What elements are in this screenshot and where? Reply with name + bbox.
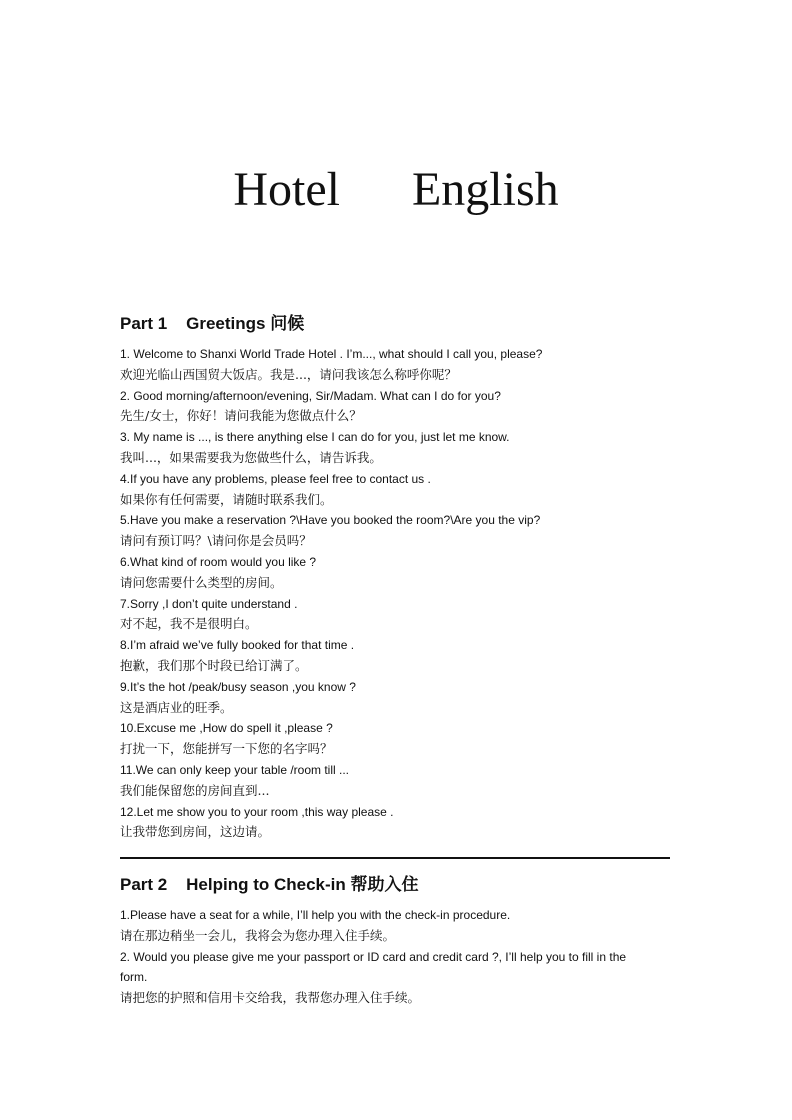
phrase-en: 5.Have you make a reservation ?\Have you booked the room?\Are you the vip?: [120, 513, 541, 528]
phrase-en: 1.Please have a seat for a while, I’ll help you with the check-in procedure.: [120, 908, 511, 922]
phrase-zh: 我叫...，如果需要我为您做些什么，请告诉我。: [120, 449, 382, 465]
phrase-zh: 对不起，我不是很明白。: [120, 616, 258, 632]
section-part-2: [120, 874, 680, 1009]
phrase-en: 10.Excuse me ,How do spell it ,please ?: [120, 721, 333, 736]
section-divider: [120, 857, 670, 859]
phrase-en: 8.I’m afraid we’ve fully booked for that time .: [120, 638, 355, 653]
phrase-en: 2. Good morning/afternoon/evening, Sir/Madam. What can I do for you?: [120, 388, 501, 403]
phrase-en-continued: form.: [120, 970, 148, 985]
phrase-zh: 如果你有任何需要，请随时联系我们。: [120, 491, 333, 507]
phrase-zh: 请把您的护照和信用卡交给我，我帮您办理入住手续。: [120, 990, 421, 1006]
phrase-en: 1. Welcome to Shanxi World Trade Hotel . I’m..., what should I call you, please?: [120, 347, 543, 361]
phrase-en: 7.Sorry ,I don’t quite understand .: [120, 596, 298, 611]
phrase-zh: 抱歉，我们那个时段已给订满了。: [120, 657, 308, 673]
phrase-en: 12.Let me show you to your room ,this way please .: [120, 804, 394, 819]
phrase-en: 4.If you have any problems, please feel free to contact us .: [120, 471, 431, 486]
phrase-zh: 请问有预订吗？\请问你是会员吗？: [120, 533, 312, 549]
phrase-zh: 先生/女士，你好！请问我能为您做点什么？: [120, 408, 362, 424]
phrase-en: 6.What kind of room would you like ?: [120, 554, 317, 569]
phrase-zh: 我们能保留您的房间直到...: [120, 782, 270, 798]
phrase-zh: 这是酒店业的旺季。: [120, 699, 233, 715]
document-title: Hotel English: [233, 163, 559, 216]
phrase-en: 9.It’s the hot /peak/busy season ,you know ?: [120, 679, 356, 694]
phrase-zh: 请在那边稍坐一会儿，我将会为您办理入住手续。: [120, 927, 396, 943]
phrase-zh: 打扰一下，您能拼写一下您的名字吗？: [120, 741, 333, 757]
phrase-en: 2. Would you please give me your passport or ID card and credit card ?, I’ll help you to fill in the: [120, 949, 627, 964]
phrase-zh: 请问您需要什么类型的房间。: [120, 574, 283, 590]
phrase-en: 11.We can only keep your table /room till ...: [120, 762, 350, 777]
section-heading-part-2: Part 2 Helping to Check-in 帮助入住: [120, 875, 419, 894]
phrase-en: 3. My name is ..., is there anything else I can do for you, just let me know.: [120, 430, 510, 445]
phrase-zh: 欢迎光临山西国贸大饭店。我是...，请问我该怎么称呼你呢？: [120, 366, 457, 382]
section-part-1: [120, 313, 680, 843]
phrase-zh: 让我带您到房间，这边请。: [120, 824, 271, 840]
section-heading-part-1: Part 1 Greetings 问候: [120, 314, 305, 333]
